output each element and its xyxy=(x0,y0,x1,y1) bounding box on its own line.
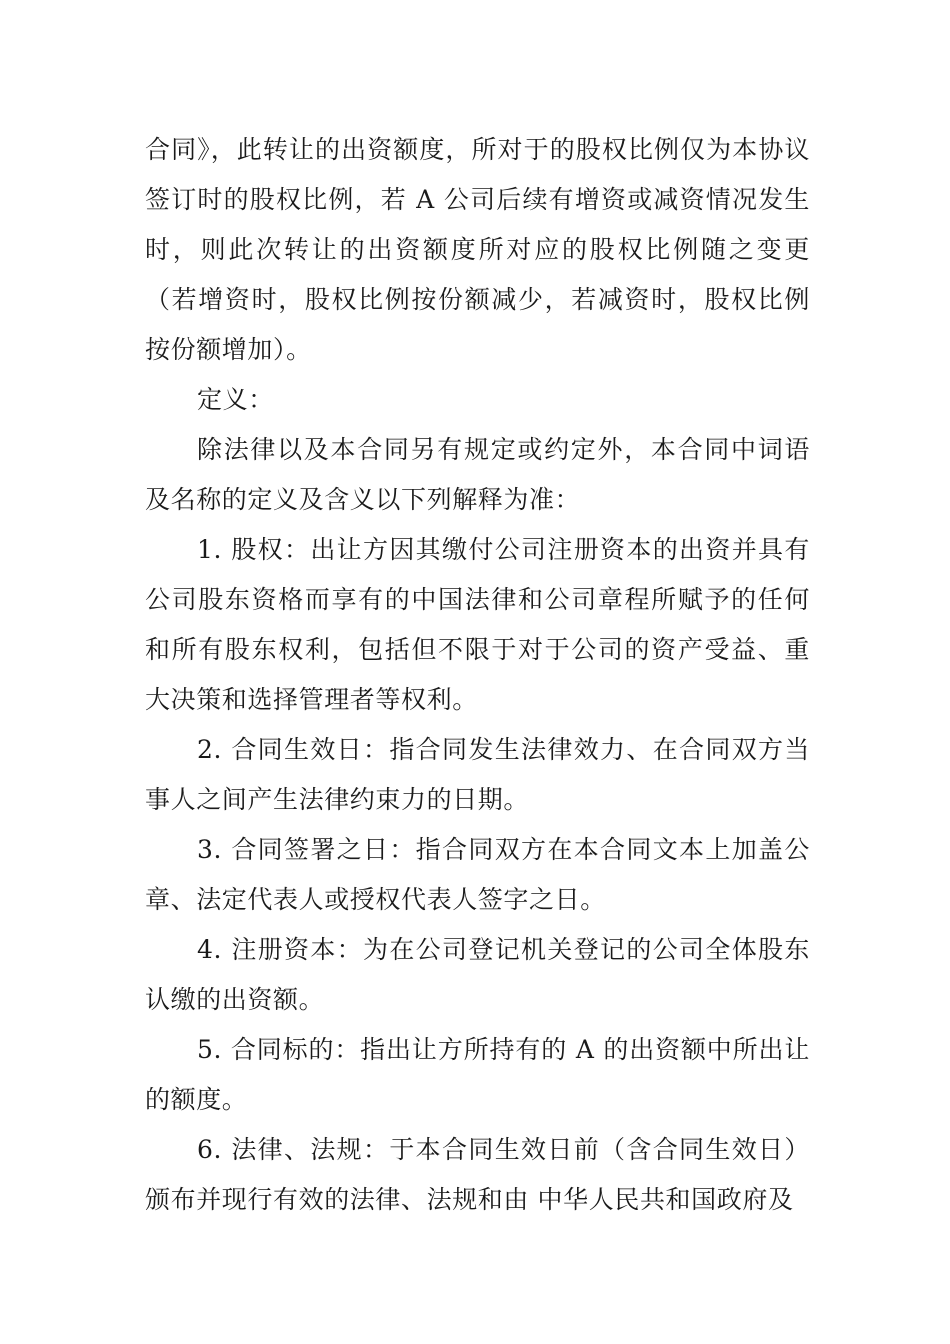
paragraph-definitions-intro: 除法律以及本合同另有规定或约定外，本合同中词语及名称的定义及含义以下列解释为准： xyxy=(145,435,810,514)
definition-item-5: 5. 合同标的：指出让方所持有的 A 的出资额中所出让的额度。 xyxy=(145,1035,810,1114)
paragraph-continuation: 合同》，此转让的出资额度，所对于的股权比例仅为本协议签订时的股权比例，若 A 公司后续有增资或减资情况发生时，则此次转让的出资额度所对应的股权比例随之变更（若增资时，股权比例按份额减少，若减资时，股权比例按份额增加）。 xyxy=(145,135,810,364)
section-heading-definitions: 定义： xyxy=(197,385,274,414)
definition-item-6: 6. 法律、法规：于本合同生效日前（含合同生效日）颁布并现行有效的法律、法规和由 中华人民共和国政府及 xyxy=(145,1135,810,1214)
definition-item-3: 3. 合同签署之日：指合同双方在本合同文本上加盖公章、法定代表人或授权代表人签字之日。 xyxy=(145,835,810,914)
definition-item-2: 2. 合同生效日：指合同发生法律效力、在合同双方当事人之间产生法律约束力的日期。 xyxy=(145,735,810,814)
document-body xyxy=(145,125,810,1225)
definition-item-4: 4. 注册资本：为在公司登记机关登记的公司全体股东认缴的出资额。 xyxy=(145,935,810,1014)
definition-item-1: 1. 股权：出让方因其缴付公司注册资本的出资并具有公司股东资格而享有的中国法律和公司章程所赋予的任何和所有股东权利，包括但不限于对于公司的资产受益、重大决策和选择管理者等权利。 xyxy=(145,535,810,714)
